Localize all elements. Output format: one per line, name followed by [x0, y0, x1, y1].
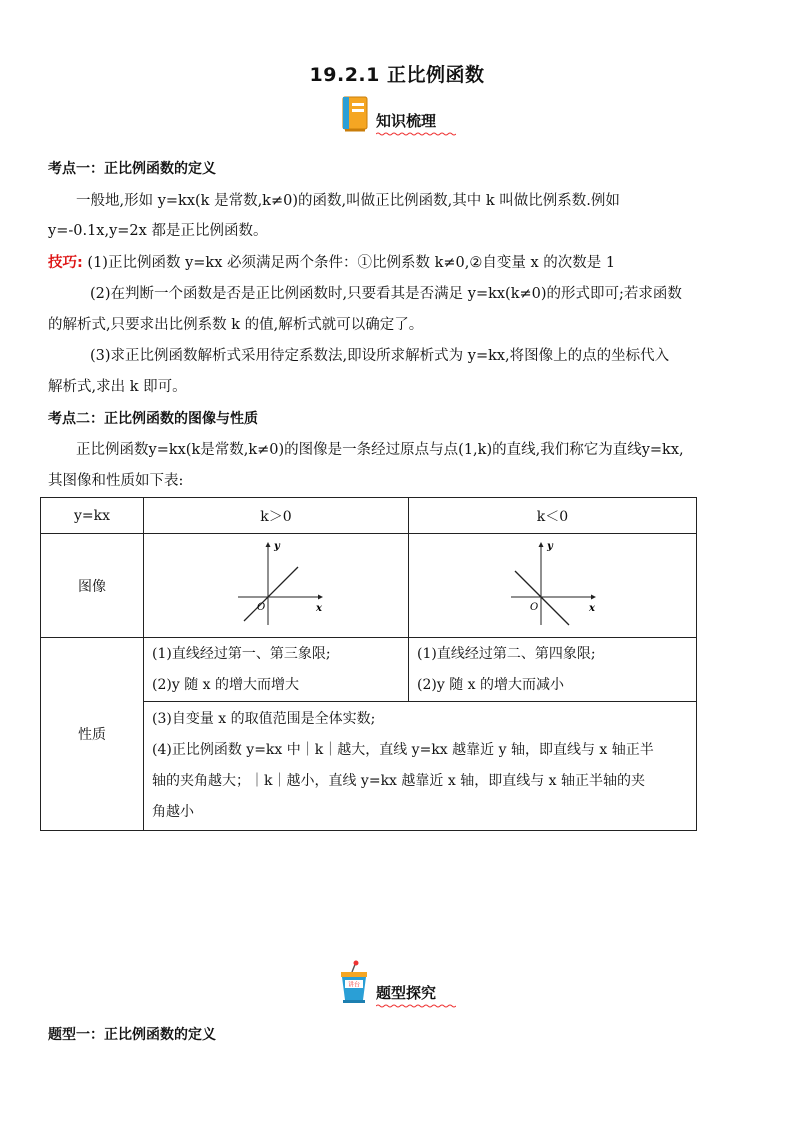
- common-prop-4-line3: 角越小: [152, 804, 194, 820]
- wavy-underline: [376, 1004, 456, 1008]
- y-axis-label: y: [546, 540, 553, 552]
- properties-table: [40, 497, 697, 831]
- definition-line2: y=-0.1x,y=2x 都是正比例函数。: [48, 223, 268, 239]
- question-types-banner-text: 题型探究: [376, 983, 437, 1002]
- common-props-cell: [144, 702, 697, 831]
- common-prop-4-line1: (4)正比例函数 y=kx 中｜k｜越大，直线 y=kx 越靠近 y 轴，即直线与 x 轴正半: [152, 742, 654, 758]
- common-prop-4-line2: 轴的夹角越大；｜k｜越小，直线 y=kx 越靠近 x 轴，即直线与 x 轴正半轴的夹: [152, 773, 645, 789]
- book-icon: [340, 96, 370, 132]
- kpos-props-cell: [144, 638, 409, 702]
- tip-label: 技巧:: [48, 255, 83, 271]
- kneg-prop-2: (2)y 随 x 的增大而减小: [417, 676, 564, 693]
- table-header-ykx: y=kx: [41, 498, 144, 534]
- origin-label: O: [529, 601, 538, 613]
- tip2-line2: 的解析式,只要求出比例系数 k 的值,解析式就可以确定了。: [48, 317, 424, 333]
- section3-heading: 题型一：正比例函数的定义: [48, 1027, 216, 1043]
- section1-heading: 考点一：正比例函数的定义: [48, 161, 216, 177]
- graph-kpos-increasing-line: [226, 539, 326, 629]
- tip3-line1: (3)求正比例函数解析式采用待定系数法,即设所求解析式为 y=kx,将图像上的点的坐标代入: [90, 348, 670, 364]
- definition-line1: 一般地,形如 y=kx(k 是常数,k≠0)的函数,叫做正比例函数,其中 k 叫做比例系数.例如: [76, 193, 620, 209]
- knowledge-banner-label: [376, 110, 436, 131]
- section2-intro-line1: 正比例函数y=kx(k是常数,k≠0)的图像是一条经过原点与点(1,k)的直线,我们称它为直线y=kx,: [76, 442, 684, 458]
- section2-intro-line2: 其图像和性质如下表:: [48, 473, 184, 489]
- x-axis-label: x: [316, 602, 322, 614]
- common-prop-3: (3)自变量 x 的取值范围是全体实数;: [152, 711, 376, 727]
- graph-kneg-cell: [409, 534, 697, 638]
- knowledge-banner-text: 知识梳理: [376, 111, 437, 130]
- graph-row-label: 图像: [41, 534, 144, 638]
- tip3-line2: 解析式,求出 k 即可。: [48, 379, 187, 395]
- page-title: 19.2.1 正比例函数: [309, 64, 485, 86]
- wavy-underline: [376, 132, 456, 136]
- kneg-props-cell: [409, 638, 697, 702]
- table-header-row: [41, 498, 697, 534]
- tip2-line1: (2)在判断一个函数是否是正比例函数时,只要看其是否满足 y=kx(k≠0)的形式即可;若求函数: [90, 286, 682, 302]
- table-graph-row: [41, 534, 697, 638]
- table-header-kpos: k＞0: [144, 498, 409, 534]
- table-props-row: [41, 638, 697, 702]
- podium-icon-text: 讲台: [347, 981, 361, 989]
- table-header-kneg: k＜0: [409, 498, 697, 534]
- y-axis-label: y: [274, 540, 280, 552]
- kneg-prop-1: (1)直线经过第二、第四象限;: [417, 645, 596, 662]
- graph-kneg-decreasing-line: [503, 539, 603, 629]
- kpos-prop-2: (2)y 随 x 的增大而增大: [152, 676, 299, 693]
- graph-kpos-cell: [144, 534, 409, 638]
- question-types-banner-label: [376, 982, 436, 1003]
- section2-heading: 考点二：正比例函数的图像与性质: [48, 411, 258, 427]
- definition-paragraph: [48, 186, 748, 217]
- tip1-line: [48, 248, 748, 279]
- kpos-prop-1: (1)直线经过第一、第三象限;: [152, 645, 331, 662]
- knowledge-banner: [340, 96, 436, 132]
- question-types-banner: [338, 960, 436, 1004]
- x-axis-label: x: [588, 602, 595, 614]
- props-row-label: 性质: [41, 638, 144, 831]
- podium-icon: [338, 960, 370, 1004]
- origin-label: O: [257, 601, 266, 613]
- tip1-text: (1)正比例函数 y=kx 必须满足两个条件：①比例系数 k≠0,②自变量 x 的次数是 1: [87, 255, 616, 271]
